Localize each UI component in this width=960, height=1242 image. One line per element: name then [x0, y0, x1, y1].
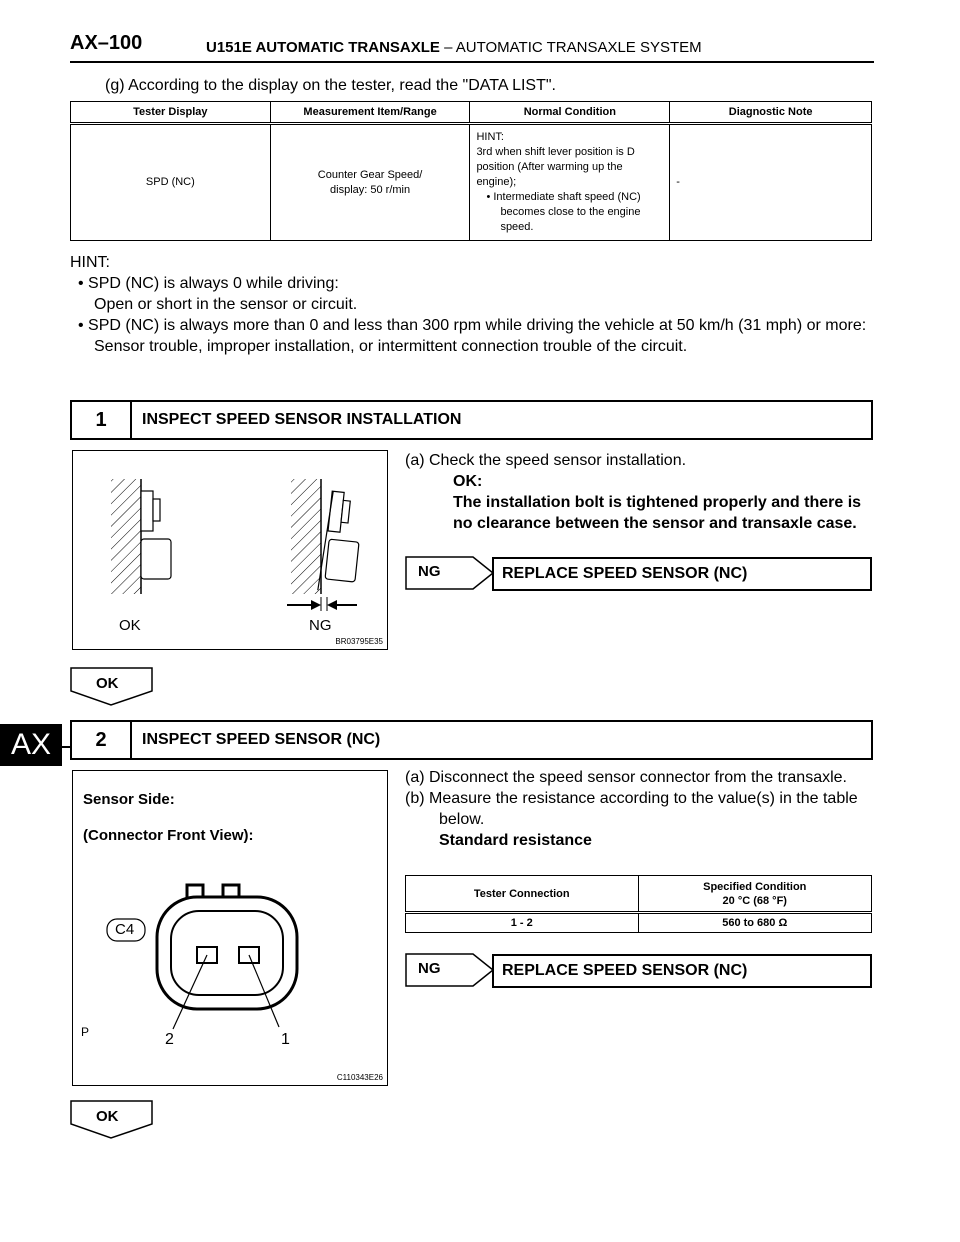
hint-bullet-1-detail: Open or short in the sensor or circuit.	[94, 296, 358, 313]
measurement-line-1: Counter Gear Speed/	[317, 168, 423, 181]
figure-sensor-side: Sensor Side:	[83, 791, 175, 808]
th-diagnostic-note: Diagnostic Note	[670, 102, 872, 124]
table-row	[406, 913, 872, 933]
hint-block	[70, 252, 870, 357]
th-tester-connection: Tester Connection	[406, 876, 639, 913]
figure-code-2: C110343E26	[336, 1073, 383, 1082]
th-specified-condition	[638, 876, 872, 913]
figure-label-ng: NG	[309, 617, 332, 634]
step-1-instructions	[405, 450, 875, 534]
cell-measurement	[270, 124, 470, 241]
ng-result-box-1: REPLACE SPEED SENSOR (NC)	[492, 557, 872, 591]
normal-text: 3rd when shift lever position is D position (After warming up the engine);	[476, 146, 635, 188]
cell-normal-condition	[470, 124, 670, 241]
normal-hint-label: HINT:	[476, 131, 504, 143]
measurement-line-2: display: 50 r/min	[330, 183, 411, 196]
hint-title: HINT:	[70, 254, 110, 271]
standard-resistance-label: Standard resistance	[439, 832, 592, 849]
th-normal-condition: Normal Condition	[470, 102, 670, 124]
step-1-number: 1	[72, 402, 132, 438]
hint-bullet-2-detail: Sensor trouble, improper installation, or intermittent connection trouble of the circuit.	[94, 338, 688, 355]
normal-bullet: • Intermediate shaft speed (NC) becomes close to the engine speed.	[486, 191, 641, 233]
p-mark: P	[81, 1025, 90, 1039]
cell-specified-condition: 560 to 680 Ω	[638, 913, 872, 933]
intro-instruction: (g) According to the display on the tester, read the "DATA LIST".	[105, 77, 556, 94]
hint-bullet-2: • SPD (NC) is always more than 0 and less than 300 rpm while driving the vehicle at 50 km/h (31 mph) or more:	[78, 317, 867, 334]
connector-id-label: C4	[115, 921, 135, 938]
step-2-number: 2	[72, 722, 132, 758]
step-2-title: INSPECT SPEED SENSOR (NC)	[142, 731, 381, 748]
step-1-title: INSPECT SPEED SENSOR INSTALLATION	[142, 411, 462, 428]
data-list-table	[70, 101, 872, 241]
figure-code: BR03795E35	[335, 637, 383, 646]
ng-label-2: NG	[418, 960, 441, 977]
step-2-instruction-a: (a) Disconnect the speed sensor connector from the transaxle.	[405, 769, 847, 786]
header-rule	[70, 61, 874, 63]
header-title-bold: U151E AUTOMATIC TRANSAXLE	[206, 39, 440, 56]
figure-connector-front-view	[72, 770, 388, 1086]
step-1-ok-label: OK:	[453, 473, 483, 490]
step-1-instruction-a: (a) Check the speed sensor installation.	[405, 452, 687, 469]
pin-1-label: 1	[281, 1031, 290, 1048]
step-2-box	[70, 720, 873, 760]
th-measurement: Measurement Item/Range	[270, 102, 470, 124]
ng-label-1: NG	[418, 563, 441, 580]
th-specified-condition-line1: Specified Condition	[703, 880, 807, 893]
step-2-instruction-b: (b) Measure the resistance according to the value(s) in the table below.	[405, 790, 858, 828]
figure-front-view: (Connector Front View):	[83, 827, 254, 844]
side-section-tab: AX	[0, 724, 62, 766]
step-2-instructions	[405, 767, 875, 851]
hint-bullet-1: • SPD (NC) is always 0 while driving:	[78, 275, 339, 292]
ng-result-box-2: REPLACE SPEED SENSOR (NC)	[492, 954, 872, 988]
table-row	[71, 124, 872, 241]
pin-2-label: 2	[165, 1031, 174, 1048]
header-title-rest: – AUTOMATIC TRANSAXLE SYSTEM	[439, 39, 702, 56]
cell-tester-connection: 1 - 2	[406, 913, 639, 933]
cell-diagnostic-note: -	[670, 124, 872, 241]
cell-tester-display: SPD (NC)	[71, 124, 271, 241]
step-1-ok-text: The installation bolt is tightened properly and there is no clearance between the sensor and transaxle case.	[453, 494, 862, 532]
ok-flow-label-1: OK	[96, 675, 119, 692]
resistance-table	[405, 875, 872, 933]
header-title	[206, 39, 702, 56]
th-specified-condition-line2: 20 °C (68 °F)	[722, 894, 787, 907]
page-code: AX–100	[70, 32, 143, 54]
figure-label-ok: OK	[119, 617, 141, 634]
th-tester-display: Tester Display	[71, 102, 271, 124]
ok-flow-label-2: OK	[96, 1108, 119, 1125]
step-1-box	[70, 400, 873, 440]
figure-sensor-installation	[72, 450, 388, 650]
